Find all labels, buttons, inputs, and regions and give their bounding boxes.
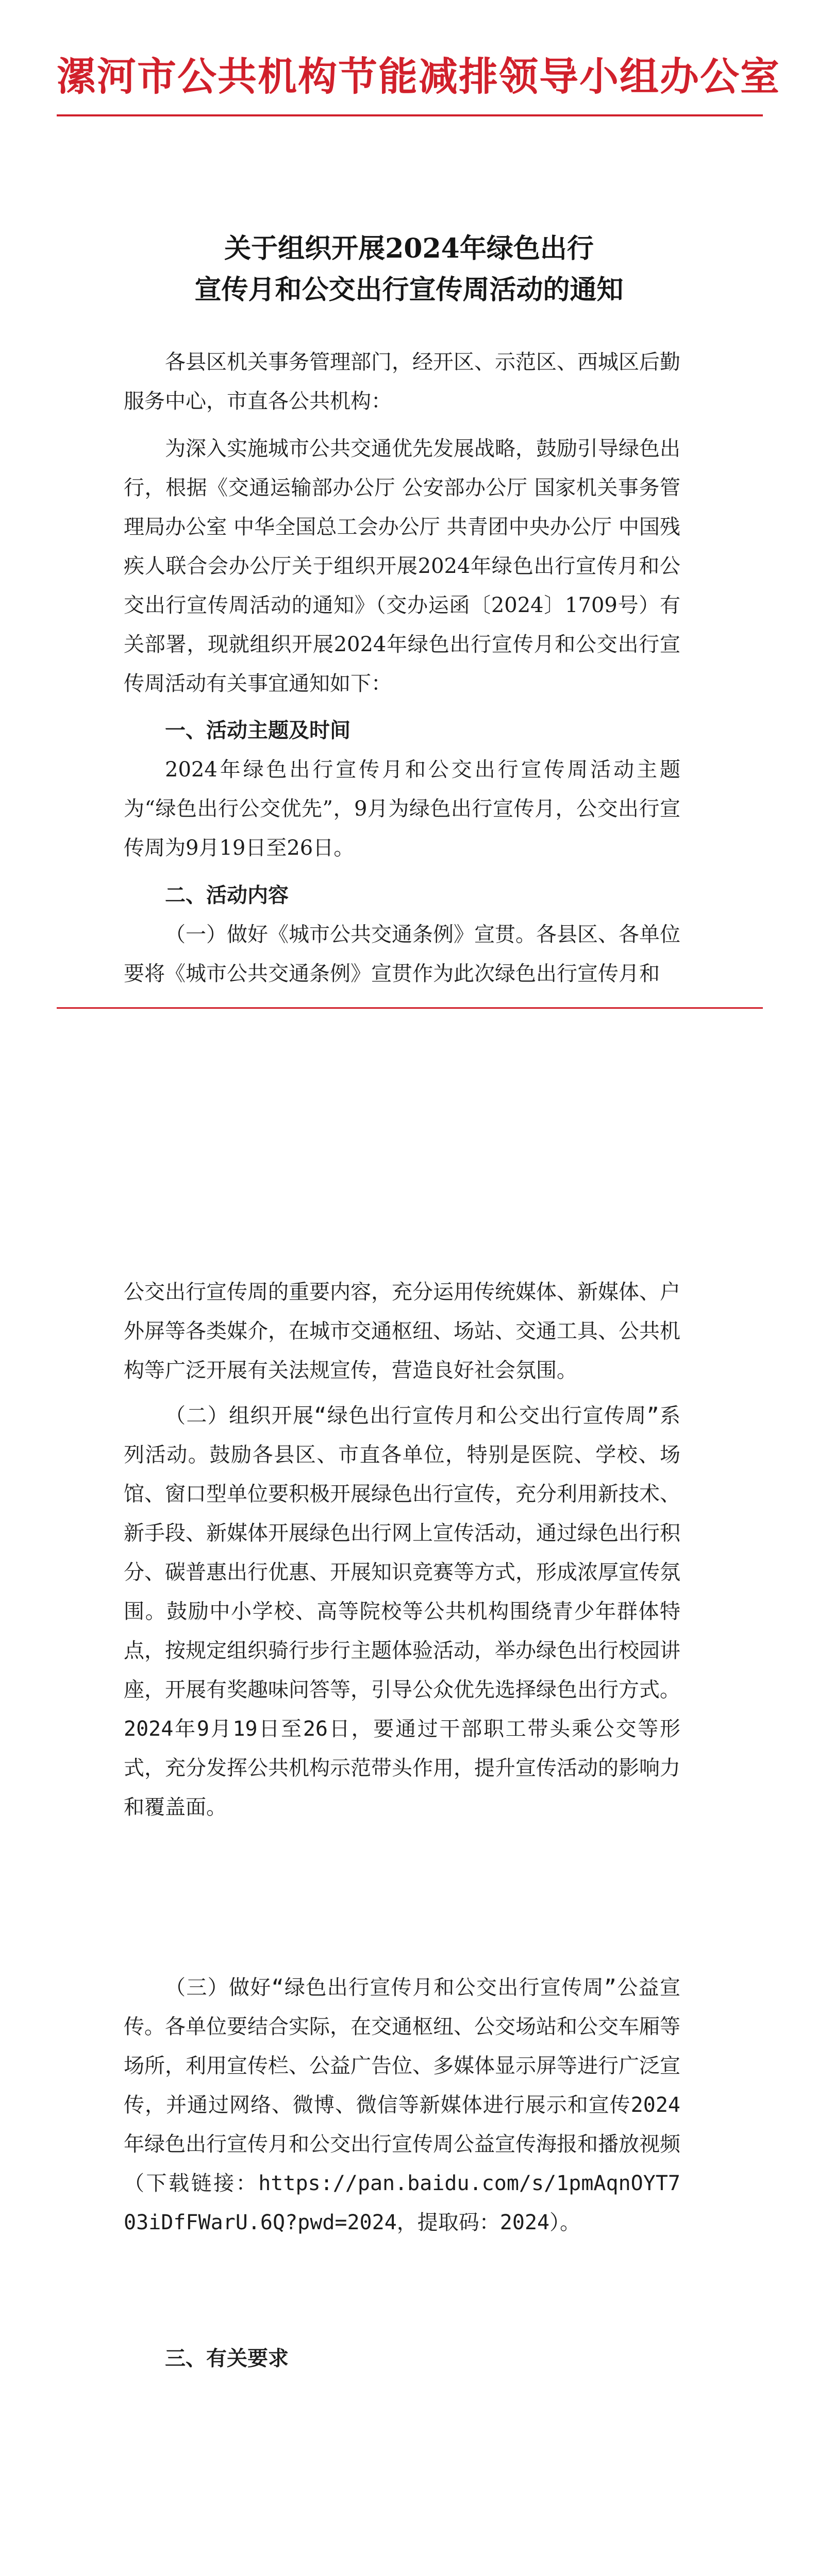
item-2-2-paragraph: （二）组织开展“绿色出行宣传月和公交出行宣传周”系列活动。鼓励各县区、市直各单位，特别是医院、学校、场馆、窗口型单位要积极开展绿色出行宣传，充分利用新技术、新手段、新媒体开展绿色出行网上宣传活动，通过绿色出行积分、碳普惠出行优惠、开展知识竞赛等方式，形成浓厚宣传氛围。鼓励中小学校、高等院校等公共机构围绕青少年群体特点，按规定组织骑行步行主题体验活动，举办绿色出行校园讲座，开展有奖趣味问答等，引导公众优先选择绿色出行方式。2024年9月19日至26日，要通过干部职工带头乘公交等形式，充分发挥公共机构示范带头作用，提升宣传活动的影响力和覆盖面。 bbox=[124, 1404, 680, 1819]
document-title-line-1: 关于组织开展2024年绿色出行 bbox=[224, 233, 594, 264]
office-header-title: 漯河市公共机构节能减排领导小组办公室 bbox=[57, 54, 780, 99]
section-heading-2: 二、活动内容 bbox=[165, 883, 289, 907]
item-2-1-part-2: 公交出行宣传周的重要内容，充分运用传统媒体、新媒体、户外屏等各类媒介，在城市交通枢纽、场站、交通工具、公共机构等广泛开展有关法规宣传，营造良好社会氛围。 bbox=[124, 1280, 680, 1382]
item-2-1-part-1: （一）做好《城市公共交通条例》宣贯。各县区、各单位要将《城市公共交通条例》宣贯作为此次绿色出行宣传月和 bbox=[124, 923, 680, 986]
section-heading-1: 一、活动主题及时间 bbox=[165, 718, 350, 742]
section-heading-3: 三、有关要求 bbox=[165, 2346, 289, 2370]
theme-paragraph: 2024年绿色出行宣传月和公交出行宣传周活动主题为“绿色出行公交优先”，9月为绿色出行宣传月，公交出行宣传周为9月19日至26日。 bbox=[124, 758, 680, 860]
item-2-3-paragraph: （三）做好“绿色出行宣传月和公交出行宣传周”公益宣传。各单位要结合实际，在交通枢纽、公交场站和公交车厢等场所，利用宣传栏、公益广告位、多媒体显示屏等进行广泛宣传，并通过网络、微博、微信等新媒体进行展示和宣传2024年绿色出行宣传月和公交出行宣传周公益宣传海报和播放视频（下载链接：https://pan.baidu.com/s/1pmAqnOYT703iDfFWarU.6Q?pwd=2024，提取码：2024）。 bbox=[124, 1976, 680, 2234]
page-footer-rule bbox=[57, 1007, 763, 1009]
recipients: 各县区机关事务管理部门，经开区、示范区、西城区后勤服务中心，市直各公共机构： bbox=[124, 350, 680, 413]
header-red-rule bbox=[57, 114, 763, 116]
document-title-line-2: 宣传月和公交出行宣传周活动的通知 bbox=[194, 274, 624, 306]
intro-paragraph: 为深入实施城市公共交通优先发展战略，鼓励引导绿色出行，根据《交通运输部办公厅 公安部办公厅 国家机关事务管理局办公室 中华全国总工会办公厅 共青团中央办公厅 中国残疾人联合会办公厅关于组织开展2024年绿色出行宣传月和公交出行宣传周活动的通知》（交办运函〔2024〕1709号）有关部署，现就组织开展2024年绿色出行宣传月和公交出行宣传周活动有关事宜通知如下： bbox=[124, 437, 680, 696]
